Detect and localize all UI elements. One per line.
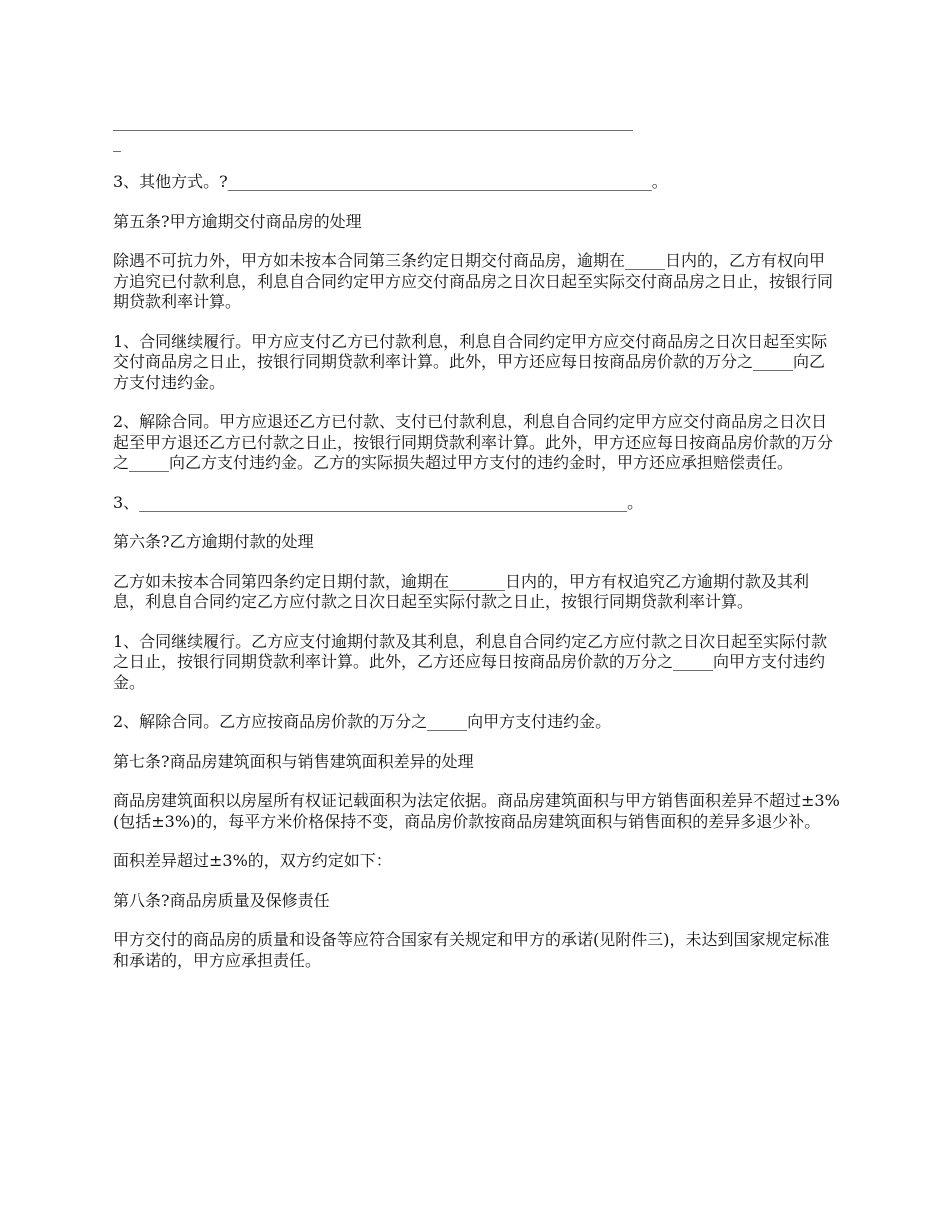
article-6-heading: 第六条?乙方逾期付款的处理: [113, 532, 314, 551]
article-8-heading: 第八条?商品房质量及保修责任: [113, 890, 330, 910]
article-5-body: 除遇不可抗力外，甲方如未按本合同第三条约定日期交付商品房，逾期在_____日内的，乙方有权向甲方追究已付款利息，利息自合同约定甲方应交付商品房之日次日起至实际交付商品房之日止，按银行同期贷款利率计算。: [113, 251, 834, 311]
article-7-body: 商品房建筑面积以房屋所有权证记载面积为法定依据。商品房建筑面积与甲方销售面积差异不超过±3%(包括±3%)的，每平方米价格保持不变，商品房价款按商品房建筑面积与销售面积的差异多退少补。: [113, 791, 840, 831]
blank-fill-line-continuation: _: [113, 132, 121, 152]
article-7-heading: 第七条?商品房建筑面积与销售建筑面积差异的处理: [113, 751, 474, 771]
article-6-body: 乙方如未按本合同第四条约定日期付款，逾期在_______日内的，甲方有权追究乙方逾期付款及其利息，利息自合同约定乙方应付款之日次日起至实际付款之日止，按银行同期贷款利率计算。: [113, 571, 810, 611]
article-7-area-difference: 面积差异超过±3%的，双方约定如下：: [113, 851, 392, 870]
clause-other-methods: 3、其他方式。?_____________________________________________________。: [113, 172, 668, 191]
article-5-item-2: 2、解除合同。甲方应退还乙方已付款、支付已付款利息，利息自合同约定甲方应交付商品房之日次日起至甲方退还乙方已付款之日止，按银行同期贷款利率计算。此外，甲方还应每日按商品房价款的万分之_____向乙方支付违约金。乙方的实际损失超过甲方支付的违约金时，甲方还应承担赔偿责任。: [113, 412, 834, 472]
article-5-item-1: 1、合同继续履行。甲方应支付乙方已付款利息，利息自合同约定甲方应交付商品房之日次日起至实际交付商品房之日止，按银行同期贷款利率计算。此外，甲方还应每日按商品房价款的万分之_____向乙方支付违约金。: [113, 331, 828, 392]
document-page: [113, 112, 840, 990]
article-5-item-3: 3、_____________________________________________________________。: [113, 492, 644, 512]
article-5-heading: 第五条?甲方逾期交付商品房的处理: [113, 211, 362, 231]
article-8-body: 甲方交付的商品房的质量和设备等应符合国家有关规定和甲方的承诺(见附件三)，未达到国家规定标准和承诺的，甲方应承担责任。: [113, 930, 830, 970]
article-6-item-2: 2、解除合同。乙方应按商品房价款的万分之_____向甲方支付违约金。: [113, 712, 612, 731]
blank-fill-line: _________________________________________________________________: [113, 112, 633, 131]
article-6-item-1: 1、合同继续履行。乙方应支付逾期付款及其利息，利息自合同约定乙方应付款之日次日起至实际付款之日止，按银行同期贷款利率计算。此外，乙方还应每日按商品房价款的万分之_____向甲方支付违约金。: [113, 631, 828, 692]
